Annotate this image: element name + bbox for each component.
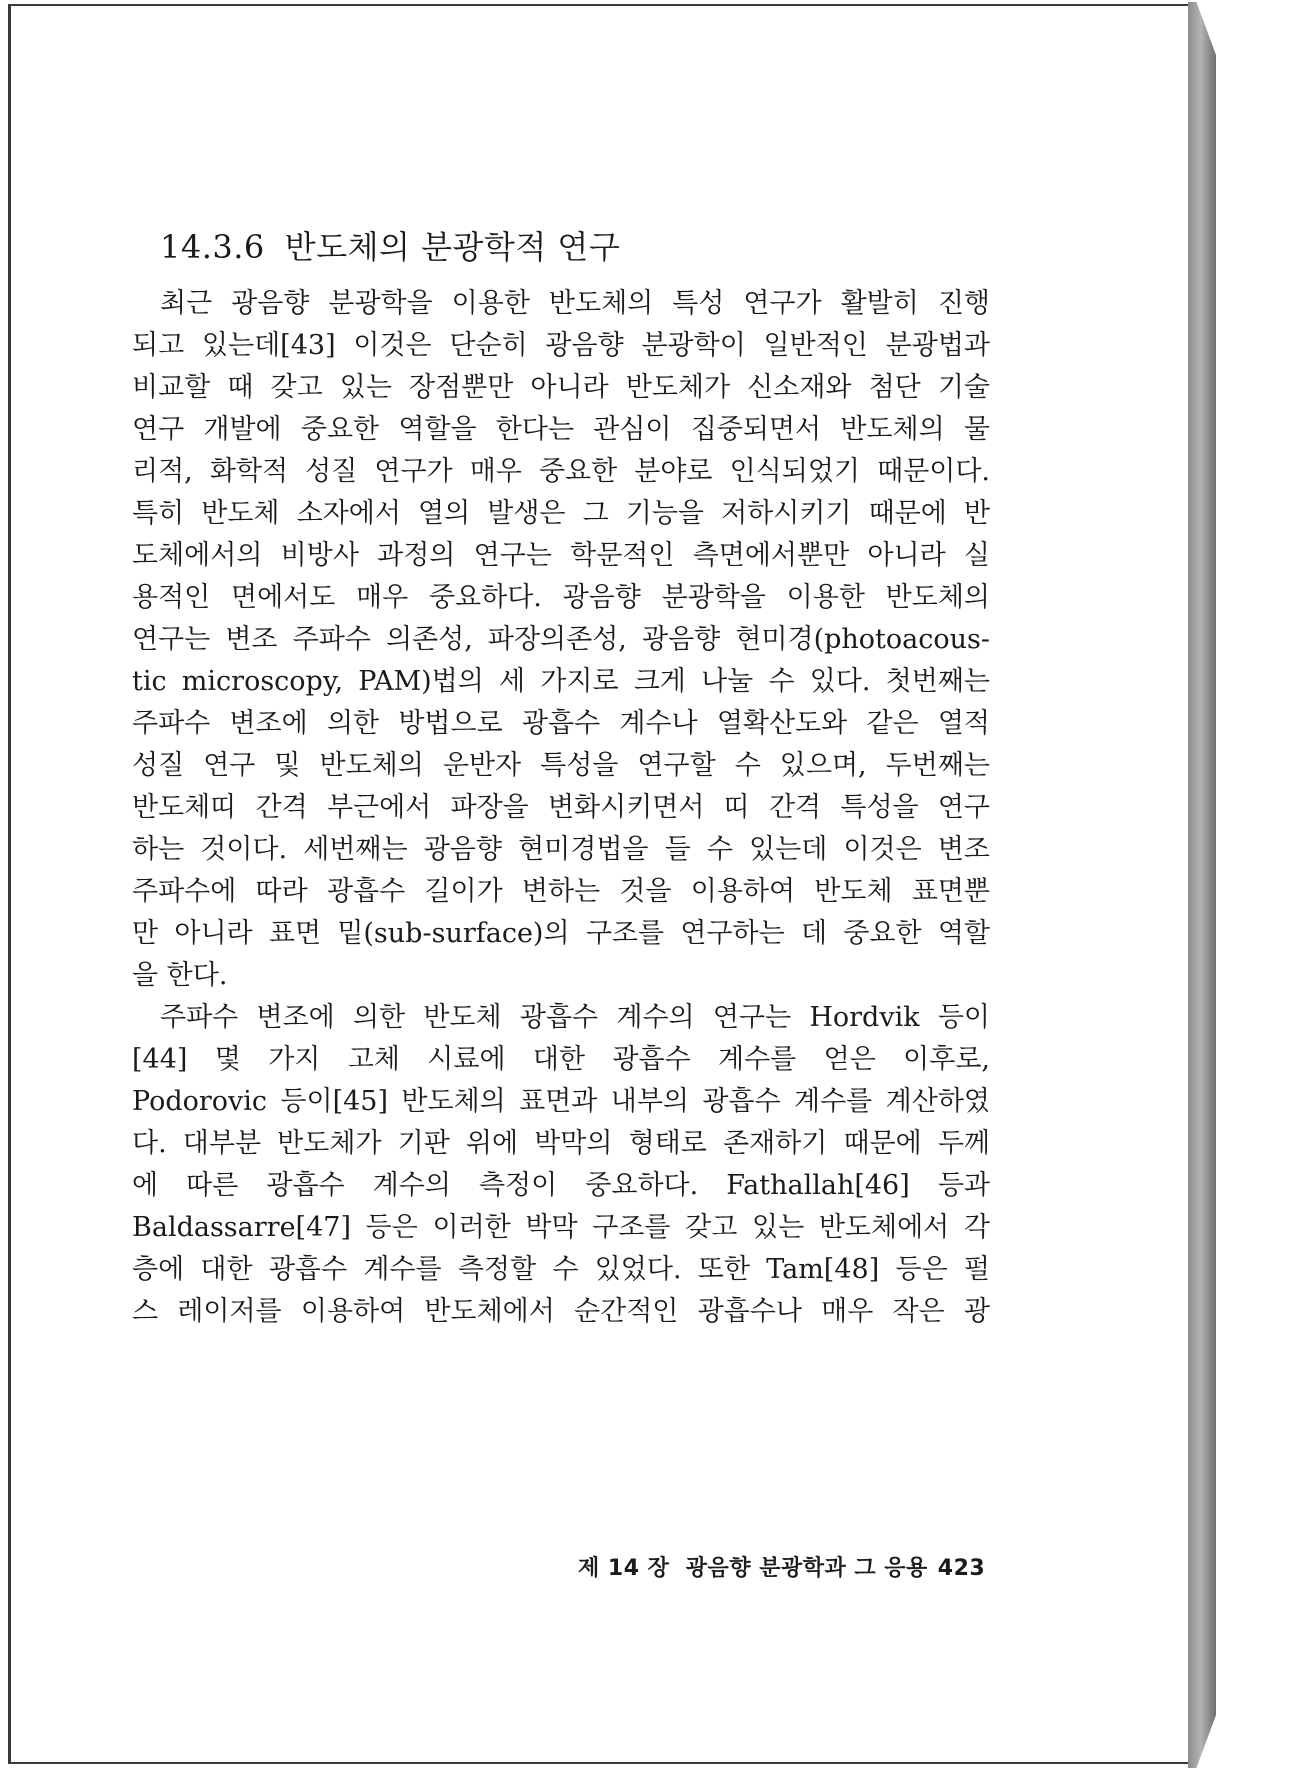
paragraph-line: 성질 연구 및 반도체의 운반자 특성을 연구할 수 있으며, 두번째는 [132,750,990,781]
paragraph-line: 주파수 변조에 의한 방법으로 광흡수 계수나 열확산도와 같은 열적 [132,708,990,739]
paragraph-line: 특히 반도체 소자에서 열의 발생은 그 기능을 저하시키기 때문에 반 [132,498,990,529]
footer-title: 광음향 분광학과 그 응용 [685,1556,928,1581]
section-heading [160,222,620,268]
paragraph-line: 되고 있는데[43] 이것은 단순히 광음향 분광학이 일반적인 분광법과 [132,330,990,361]
footer-chapter: 제 14 장 [578,1556,670,1581]
section-title: 반도체의 분광학적 연구 [284,228,621,266]
paragraph-line: Podorovic 등이[45] 반도체의 표면과 내부의 광흡수 계수를 계산하였 [132,1086,990,1117]
paragraph-line: 다. 대부분 반도체가 기판 위에 박막의 형태로 존재하기 때문에 두께 [132,1128,990,1159]
paragraph-line: 스 레이저를 이용하여 반도체에서 순간적인 광흡수나 매우 작은 광 [132,1296,990,1327]
paragraph-line: 연구는 변조 주파수 의존성, 파장의존성, 광음향 현미경(photoacous- [132,624,990,655]
paragraph-line: [44] 몇 가지 고체 시료에 대한 광흡수 계수를 얻은 이후로, [132,1044,990,1075]
paragraph-line: 용적인 면에서도 매우 중요하다. 광음향 분광학을 이용한 반도체의 [132,582,990,613]
paragraph-line: 주파수 변조에 의한 반도체 광흡수 계수의 연구는 Hordvik 등이 [160,1002,990,1033]
paragraph-line: 리적, 화학적 성질 연구가 매우 중요한 분야로 인식되었기 때문이다. [132,456,990,487]
paragraph-line: 연구 개발에 중요한 역할을 한다는 관심이 집중되면서 반도체의 물 [132,414,990,445]
paragraph-line: 에 따른 광흡수 계수의 측정이 중요하다. Fathallah[46] 등과 [132,1170,990,1201]
paragraph-line: 만 아니라 표면 밑(sub-surface)의 구조를 연구하는 데 중요한 역할 [132,918,990,949]
running-footer [578,1551,985,1582]
section-number: 14.3.6 [160,228,265,266]
paragraph-line: 을 한다. [132,960,228,991]
paragraph-line: 비교할 때 갖고 있는 장점뿐만 아니라 반도체가 신소재와 첨단 기술 [132,372,990,403]
paragraph-line: tic microscopy, PAM)법의 세 가지로 크게 나눌 수 있다. 첫번째는 [132,666,990,697]
paragraph-line: 층에 대한 광흡수 계수를 측정할 수 있었다. 또한 Tam[48] 등은 펄 [132,1254,990,1285]
page-number: 423 [937,1556,986,1581]
paragraph-line: 최근 광음향 분광학을 이용한 반도체의 특성 연구가 활발히 진행 [160,288,990,319]
paragraph-line: 반도체띠 간격 부근에서 파장을 변화시키면서 띠 간격 특성을 연구 [132,792,990,823]
page-stack-edge [1188,2,1216,1768]
paragraph-line: 주파수에 따라 광흡수 길이가 변하는 것을 이용하여 반도체 표면뿐 [132,876,990,907]
paragraph-line: 도체에서의 비방사 과정의 연구는 학문적인 측면에서뿐만 아니라 실 [132,540,990,571]
paragraph-line: 하는 것이다. 세번째는 광음향 현미경법을 들 수 있는데 이것은 변조 [132,834,990,865]
paragraph-line: Baldassarre[47] 등은 이러한 박막 구조를 갖고 있는 반도체에서 각 [132,1212,990,1243]
